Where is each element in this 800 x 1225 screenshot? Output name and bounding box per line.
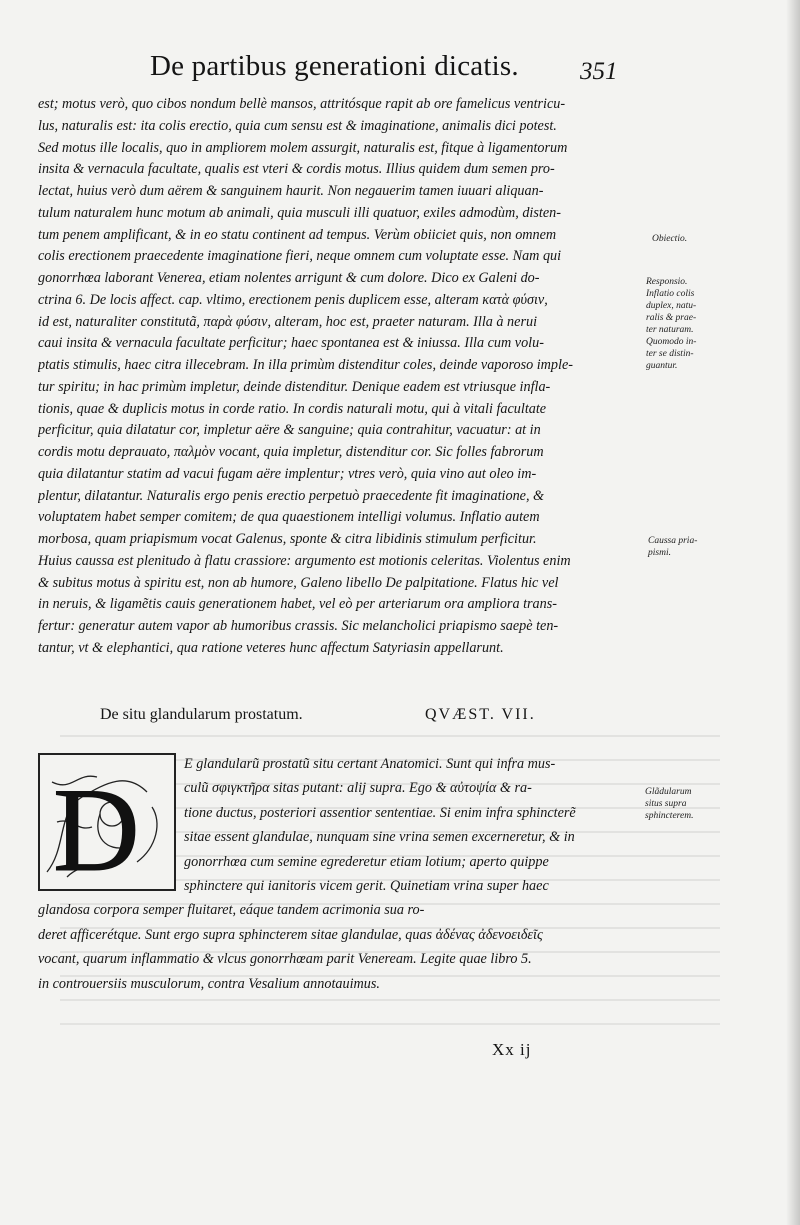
text-line: Caussa pria-	[648, 536, 698, 546]
text-line: tum penem amplificant, & in eo statu continent ad tempus. Verùm obiiciet quis, non omnem	[38, 226, 557, 243]
text-line: lus, naturalis est: ita colis erectio, quia cum sensu est & imaginatione, animalis dici potest.	[38, 117, 557, 134]
decorated-initial-letter	[37, 752, 177, 892]
text-line: gonorrhœa cum semine egrederetur etiam lotium; aperto quippe	[184, 853, 549, 870]
text-line: tur spiritu; in hac primùm impletur, deinde distenditur. Denique eadem est vtriusque infla-	[38, 378, 551, 395]
signature-mark: Xx ij	[492, 1040, 532, 1059]
text-line: in neruis, & ligamẽtis cauis generationem habet, vel eò per arteriarum ora ampliora trans-	[38, 596, 557, 613]
text-line: colis erectionem praecedente imaginatione fieri, neque omnem cum voluptate esse. Nam qui	[38, 248, 562, 265]
initial-letter-glyph: D	[53, 763, 140, 892]
text-line: Obiectio.	[652, 234, 688, 244]
text-line: situs supra	[645, 799, 687, 809]
text-line: cordis motu deprauato, παλμὸν vocant, quia impletur, distenditur cor. Sic folles fabrorum	[38, 444, 544, 460]
text-line: plentur, dilatantur. Naturalis ergo penis erectio perpetuò praecedente fit imaginatione, &	[38, 487, 545, 504]
text-line: ctrina 6. De locis affect. cap. vltimo, erectionem penis duplicem esse, alteram κατὰ φύσιν,	[38, 291, 548, 308]
text-line: gonorrhœa laborant Venerea, etiam nolentes arrigunt & cum dolore. Dico ex Galeni do-	[38, 270, 540, 286]
text-line: deret afficerétque. Sunt ergo supra sphincterem sitae glandulae, quas ἀδένας ἀδενοειδεῖς	[38, 926, 543, 943]
text-line: Responsio.	[646, 277, 688, 287]
text-line: Inflatio colis	[646, 289, 695, 299]
text-line: pismi.	[648, 548, 671, 558]
text-line: tantur, vt & elephantici, qua ratione veteres hunc affectum Satyriasin appellarunt.	[38, 639, 504, 656]
text-line: guantur.	[646, 361, 678, 371]
text-line: quia dilatantur statim ad vacui fugam aëre implentur; vtres verò, quia vino aut oleo im-	[38, 465, 537, 482]
section-title: De situ glandularum prostatum.	[100, 706, 303, 723]
text-line: Sed motus ille localis, quo in ampliorem molem assurgit, naturalis est, fitque à ligamentorum	[38, 139, 568, 156]
text-line: insita & vernacula facultate, qualis est vteri & cordis motus. Illius quidem dum semen pro-	[38, 161, 555, 178]
text-line: tione ductus, posteriori assentior sententiae. Si enim infra sphincterẽ	[184, 804, 576, 821]
running-title: De partibus generationi dicatis.	[150, 50, 519, 82]
text-line: in controuersiis musculorum, contra Vesalium annotauimus.	[38, 975, 380, 992]
text-line: ter naturam.	[646, 325, 694, 335]
text-line: ter se distin-	[646, 349, 694, 359]
text-line: tulum naturalem hunc motum ab animali, quia musculi illi quatuor, exiles admodùm, disten-	[38, 204, 561, 221]
text-line: sphinctere qui ianitoris vicem gerit. Quinetiam vrina super haec	[184, 877, 549, 894]
text-line: E glandularũ prostatũ situ certant Anatomici. Sunt qui infra mus-	[184, 756, 556, 772]
text-line: sphincterem.	[645, 811, 694, 821]
text-line: perficitur, quia dilatatur cor, impletur aëre & sanguine; quia contrahitur, vacuatur: at in	[38, 422, 541, 439]
text-line: morbosa, quam priapismum vocat Galenus, sponte & citra libidinis stimulum perficitur.	[38, 531, 537, 547]
text-line: fertur: generatur autem vapor ab humoribus crassis. Sic melancholici priapismo saepè ten-	[38, 618, 559, 634]
text-line: & subitus motus à spiritu est, non ab humore, Galeno libello De palpitatione. Flatus hic vel	[38, 574, 559, 591]
text-line: Quomodo in-	[646, 337, 697, 347]
text-line: glandosa corpora semper fluitaret, eáque tandem acrimonia sua ro-	[38, 902, 425, 919]
main-text-block	[38, 94, 640, 660]
text-line: Huius caussa est plenitudo à flatu crassiore: argumento est motionis celeritas. Violentus enim	[38, 552, 571, 569]
text-line: sitae essent glandulae, nunquam sine vrina semen excerneretur, & in	[184, 829, 575, 846]
marginal-note-responsio	[646, 276, 696, 372]
text-line: vocant, quarum inflammatio & vlcus gonorrhœam parit Veneream. Legite quae libro 5.	[38, 951, 532, 968]
text-line: id est, naturaliter constitutã, παρὰ φύσιν, alteram, hoc est, praeter naturam. Illa à nerui	[38, 313, 538, 330]
text-line: Glãdularum	[645, 787, 692, 797]
question-number: QVÆST. VII.	[425, 706, 536, 723]
text-line: ralis & prae-	[646, 313, 697, 323]
text-line: ptatis stimulis, haec citra illecebram. In illa primùm distenditur coles, deinde vaporoso imple-	[38, 357, 573, 373]
page-edge-shadow	[786, 0, 800, 1225]
text-line: duplex, natu-	[646, 301, 697, 311]
text-line: caui insita & vernacula facultate perficitur; haec spontanea est & iniussa. Illa cum volu-	[38, 335, 544, 352]
text-line: culũ σφιγκτῆρα sitas putant: alij supra. Ego & αὐτοψία & ra-	[184, 780, 532, 797]
text-line: lectat, huius verò dum aërem & sanguinem haurit. Non negauerim tamen iuuari aliquan-	[38, 183, 544, 199]
page-number: 351	[580, 58, 618, 85]
text-line: voluptatem habet semper comitem; de qua quaestionem intelligi volumus. Inflatio autem	[38, 509, 540, 526]
text-line: tionis, quae & duplicis motus in corde ratio. In cordis naturali motu, qui à vitali facultate	[38, 400, 547, 417]
marginal-note-priapismi	[648, 535, 697, 559]
marginal-note-obiectio	[652, 233, 687, 245]
text-line: est; motus verò, quo cibos nondum bellè mansos, attritósque rapit ab ore famelicus ventricu-	[38, 96, 566, 112]
